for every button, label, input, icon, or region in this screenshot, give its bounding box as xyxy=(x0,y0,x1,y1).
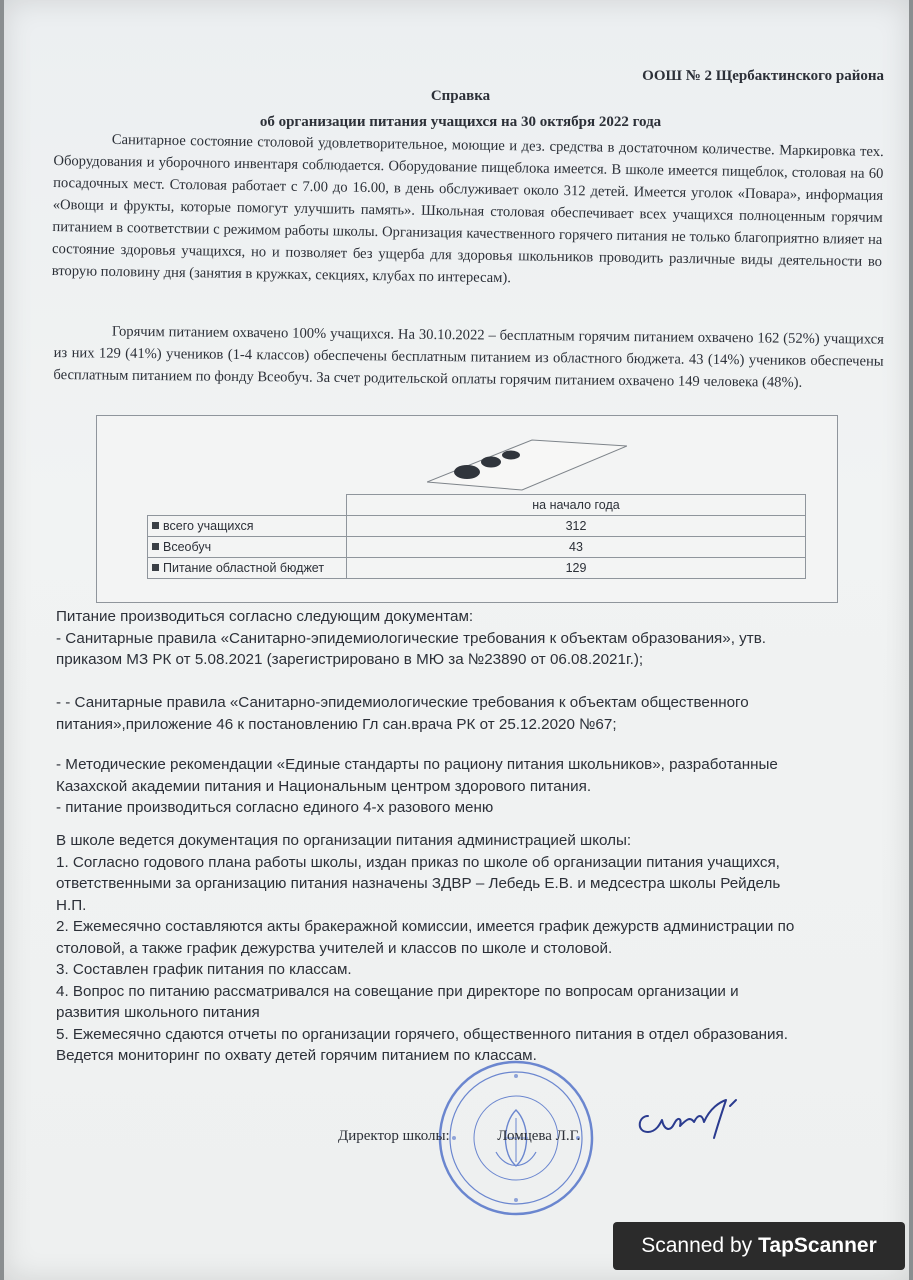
doc-item-cont: Казахской академии питания и Национальным центром здорового питания. xyxy=(56,777,592,795)
admin-item-cont: развития школьного питания xyxy=(56,1004,260,1021)
chart-area xyxy=(96,415,838,603)
admin-item-cont: ответственными за организацию питания назначены ЗДВР – Лебедь Е.В. и медсестра школы Рейдель xyxy=(56,875,781,892)
paragraph-coverage xyxy=(53,320,884,395)
organization-name: ООШ № 2 Щербактинского района xyxy=(642,68,884,84)
paragraph-canteen-state xyxy=(52,128,884,295)
admin-item-cont: Н.П. xyxy=(56,896,87,914)
row-label-text: всего учащихся xyxy=(163,519,254,533)
chart-decoration xyxy=(427,424,627,496)
row-value: 43 xyxy=(347,537,806,558)
column-header: на начало года xyxy=(347,495,806,516)
handwritten-signature-icon xyxy=(630,1094,750,1144)
row-label-text: Всеобуч xyxy=(163,540,212,554)
signature-role: Директор школы: xyxy=(338,1128,450,1144)
admin-list xyxy=(56,830,794,1067)
admin-item: 1. Согласно годового плана работы школы, издан приказ по школе об организации питания учащихся, xyxy=(56,853,780,871)
row-value: 312 xyxy=(347,516,806,537)
doc-item: - Методические рекомендации «Единые стандарты по рациону питания школьников», разработанные xyxy=(56,756,778,773)
admin-item-cont: столовой, а также график дежурства учителей и классов по школе и столовой. xyxy=(56,939,613,957)
data-table xyxy=(147,494,806,579)
row-label-text: Питание областной бюджет xyxy=(163,561,325,575)
doc-item: - Санитарные правила «Санитарно-эпидемиологические требования к объектам образования», утв. xyxy=(56,629,767,647)
watermark-prefix: Scanned by xyxy=(641,1234,753,1257)
admin-intro: В школе ведется документация по организации питания администрацией школы: xyxy=(56,832,632,849)
signature-block xyxy=(338,1128,580,1145)
admin-item-cont: Ведется мониторинг по охвату детей горячим питанием по классам. xyxy=(56,1047,537,1064)
row-label xyxy=(148,558,347,579)
table-row xyxy=(148,558,806,579)
documents-list-1 xyxy=(56,606,766,671)
docs-intro: Питание производиться согласно следующим документам: xyxy=(56,608,474,625)
admin-item: 5. Ежемесячно сдаются отчеты по организации горячего, общественного питания в отдел образования. xyxy=(56,1025,788,1043)
documents-list-2 xyxy=(56,692,749,735)
row-label xyxy=(148,516,347,537)
watermark-brand: TapScanner xyxy=(758,1234,877,1257)
document-page xyxy=(4,0,909,1280)
paragraph-text: Санитарное состояние столовой удовлетворительное, моющие и дез. средства в достаточном количестве. Маркировка тех. Оборудования и уборочного инвентаря соблюдается. Оборудование пищеблока имеется. В школе имеется пищеблок, столовая на 60 посадочных мест. Столовая работает с 7.00 до 16.00, в день обслуживает около 312 детей. Имеется уголок «Повара», информация «Овощи и фрукты, которые помогут улучшить память». Школьная столовая обеспечивает всех учащихся полноценным горячим питанием в соответствии с режимом работы школы. Организация качественного горячего питания не только благоприятно влияет на состояние здоровья учащихся, но и позволяет без ущерба для здоровья школьников проводить различные виды деятельности во вторую половину дня (занятия в кружках, секциях, клубах по интересам). xyxy=(51,131,884,287)
signature-name: Ломцева Л.Г. xyxy=(497,1128,581,1144)
table-row xyxy=(148,537,806,558)
admin-item: 4. Вопрос по питанию рассматривался на совещание при директоре по вопросам организации и xyxy=(56,982,739,1000)
legend-square-icon xyxy=(152,522,159,529)
row-value: 129 xyxy=(347,558,806,579)
legend-square-icon xyxy=(152,543,159,550)
doc-item: - - Санитарные правила «Санитарно-эпидемиологические требования к объектам общественного xyxy=(56,694,749,711)
doc-item-cont: приказом МЗ РК от 5.08.2021 (зарегистрировано в МЮ за №23890 от 06.08.2021г.); xyxy=(56,651,644,668)
table-corner xyxy=(148,495,347,516)
paragraph-text: Горячим питанием охвачено 100% учащихся. На 30.10.2022 – бесплатным горячим питанием охвачено 162 (52%) учащихся из них 129 (41%) учеников (1-4 классов) обеспечены бесплатным питанием из областного бюджета. 43 (14%) учеников обеспечены бесплатным питанием по фонду Всеобуч. За счет родительской оплаты горячим питанием охвачено 149 человека (48%). xyxy=(53,323,884,391)
documents-list-3 xyxy=(56,754,778,819)
table-row xyxy=(148,516,806,537)
row-label xyxy=(148,537,347,558)
legend-square-icon xyxy=(152,564,159,571)
document-title: Справка xyxy=(430,88,491,104)
admin-item: 3. Составлен график питания по классам. xyxy=(56,961,352,978)
doc-item: - питание производиться согласно единого 4-х разового меню xyxy=(56,799,494,816)
admin-item: 2. Ежемесячно составляются акты бракеражной комиссии, имеется график дежурств администрации по xyxy=(56,918,795,935)
doc-item-cont: питания»,приложение 46 к постановлению Гл сан.врача РК от 25.12.2020 №67; xyxy=(56,715,617,733)
document-subtitle: об организации питания учащихся на 30 октября 2022 года xyxy=(259,114,662,130)
scanner-watermark xyxy=(613,1222,905,1270)
